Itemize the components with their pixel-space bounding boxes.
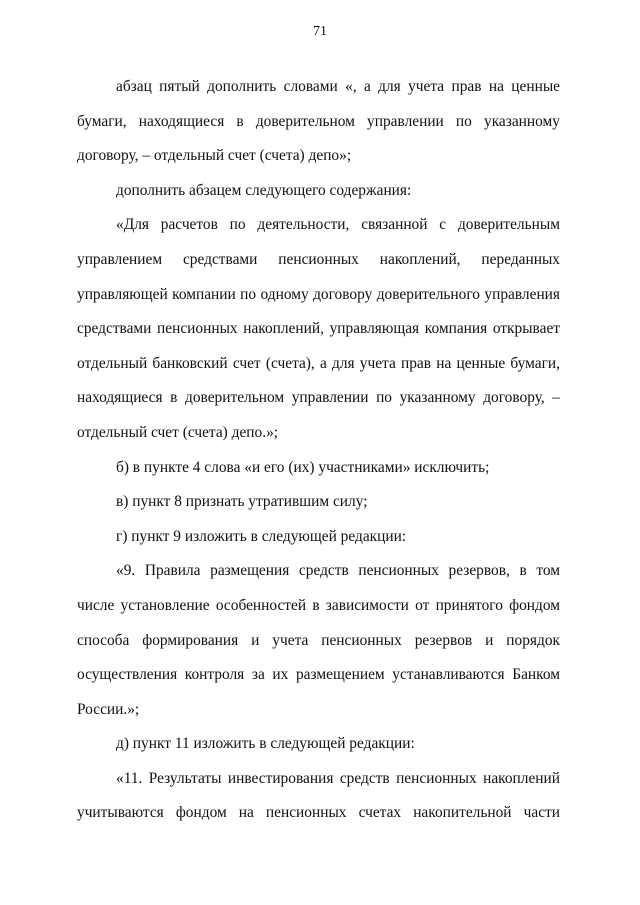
paragraph-point-9-text: «9. Правила размещения средств пенсионных резервов, в том числе установление особенностей в зависимости от принятого фондом способа формирования и учета пенсионных резервов и порядок осуществления контроля за их размещением устанавливаются Банком России.»; [77, 562, 560, 718]
document-body [77, 70, 560, 831]
paragraph-item-d: д) пункт 11 изложить в следующей редакции: [116, 735, 415, 753]
paragraph-add-paragraph: дополнить абзацем следующего содержания: [116, 181, 412, 199]
paragraph-item-v: в) пункт 8 признать утратившим силу; [116, 493, 368, 511]
paragraph-quoted-new-text: «Для расчетов по деятельности, связанной с доверительным управлением средствами пенсионных накоплений, переданных управляющей компании по одному договору доверительного управления средствами пенсионных накоплений, управляющая компания открывает отдельный банковский счет (счета), а для учета прав на ценные бумаги, находящиеся в доверительном управлении по указанному договору, – отдельный счет (счета) депо.»; [77, 216, 560, 441]
paragraph-item-b: б) в пункте 4 слова «и его (их) участниками» исключить; [116, 458, 490, 476]
paragraph-point-11-text: «11. Результаты инвестирования средств пенсионных накоплений учитываются фондом на пенсионных счетах накопительной части [77, 769, 560, 822]
page-number: 71 [313, 24, 327, 39]
paragraph-item-g: г) пункт 9 изложить в следующей редакции: [116, 527, 407, 545]
paragraph-amendment-paragraph-five: абзац пятый дополнить словами «, а для учета прав на ценные бумаги, находящиеся в доверительном управлении по указанному договору, – отдельный счет (счета) депо»; [77, 78, 560, 165]
